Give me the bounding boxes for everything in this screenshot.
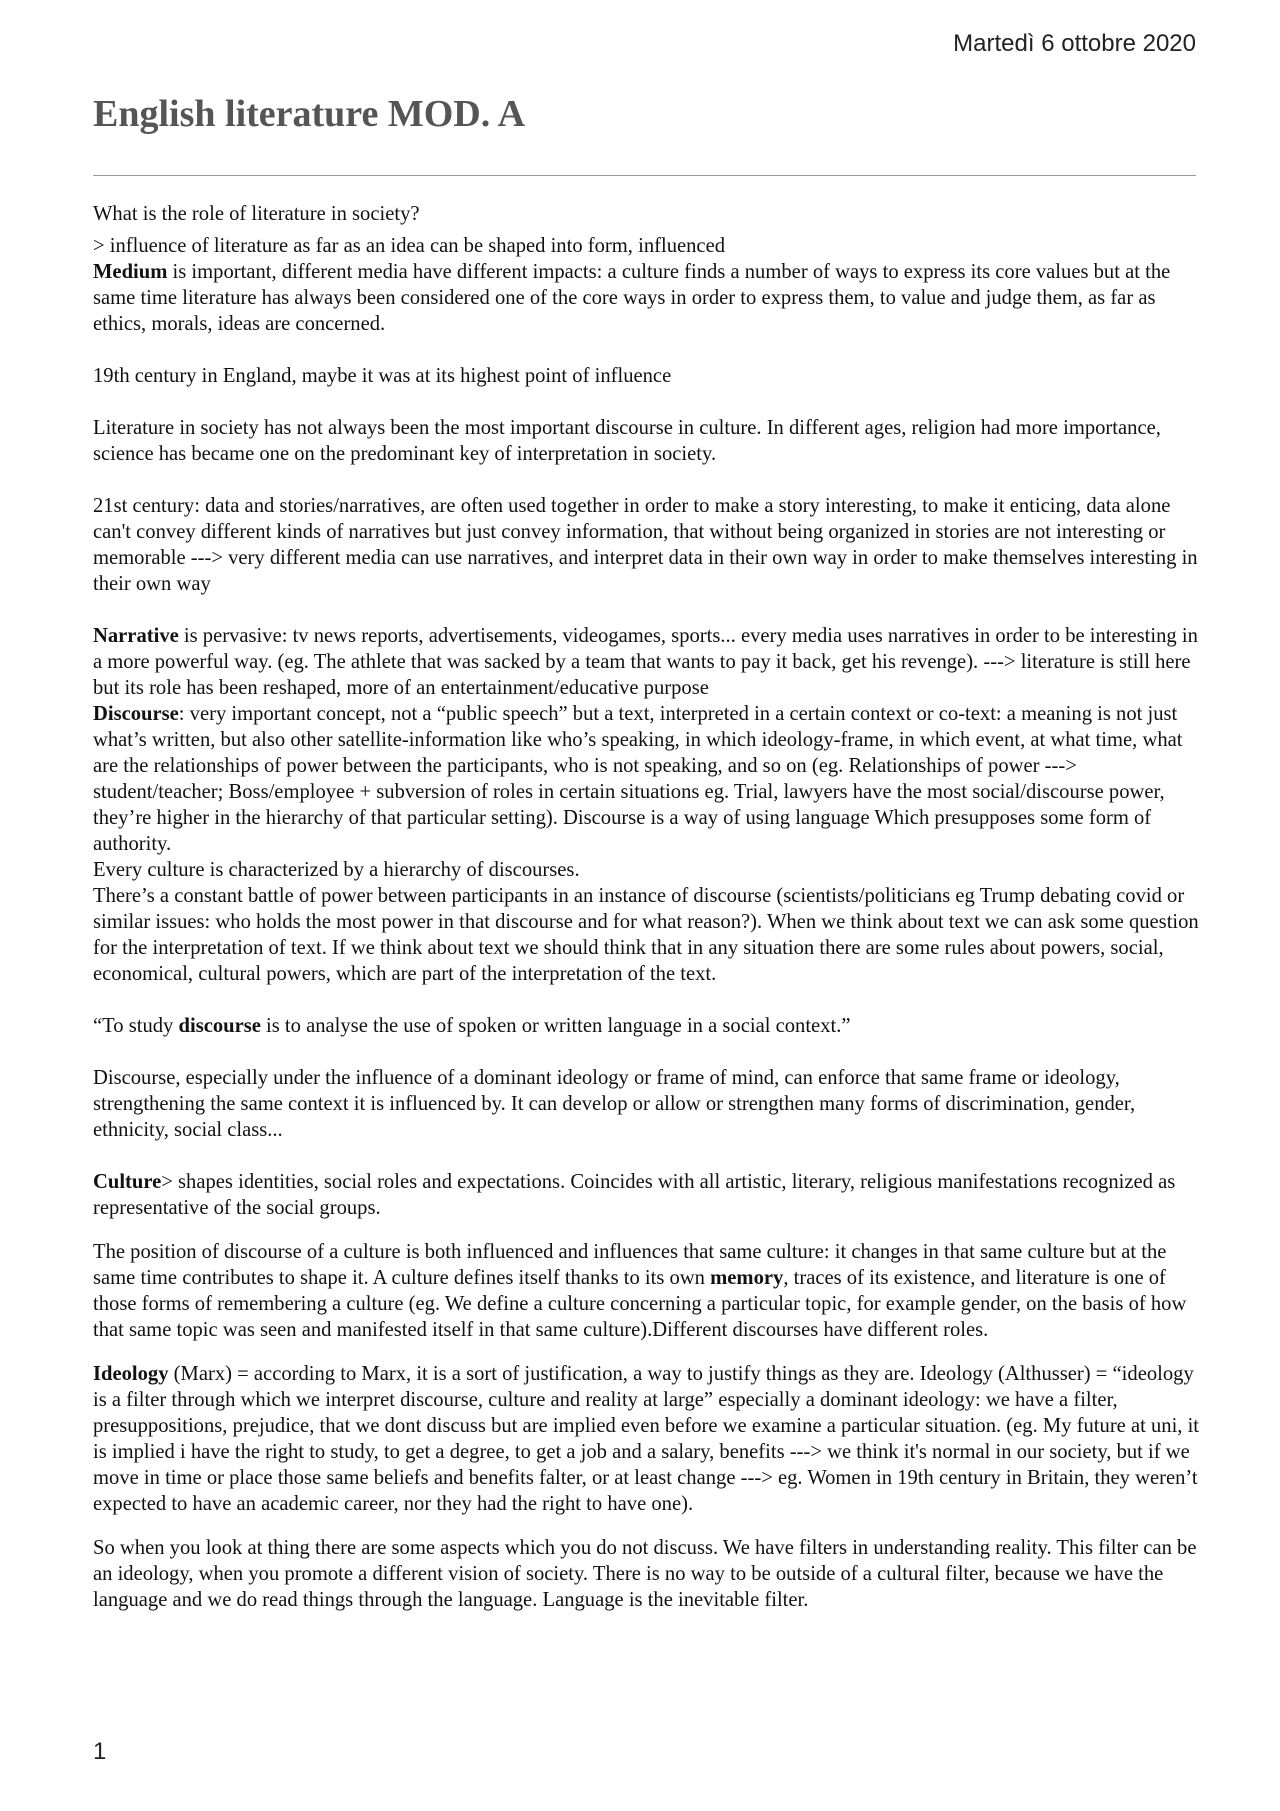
paragraph-19th-century [93, 363, 1203, 389]
paragraph-text: Discourse, especially under the influence of a dominant ideology or frame of mind, can enforce that same frame or ideology, strengthening the same context it is influenced by. It can develop or allow or strengthen many forms of discrimination, gender, ethnicity, social class... [93, 1067, 1136, 1141]
paragraph-text: , traces of its existence, and literature is one of those forms of remembering a culture (eg. We define a culture concerning a particular topic, for example gender, on the basis of how that same topic was seen and manifested itself in that same culture).Different discourses have different roles. [93, 1267, 1187, 1341]
document-title: English literature MOD. A [93, 93, 526, 135]
header-date: Martedì 6 ottobre 2020 [953, 30, 1196, 57]
term-culture: Culture [93, 1171, 162, 1193]
paragraph-dominant-ideology [93, 1065, 1203, 1143]
paragraph-text: is to analyse the use of spoken or written language in a social context.” [260, 1015, 851, 1037]
term-narrative: Narrative [93, 625, 179, 647]
paragraph-filters [93, 1535, 1203, 1613]
paragraph-hierarchy [93, 857, 1203, 883]
term-ideology: Ideology [93, 1363, 169, 1385]
paragraph-narrative [93, 623, 1203, 701]
paragraph-text: : very important concept, not a “public speech” but a text, interpreted in a certain context or co-text: a meaning is not just what’s written, but also other satellite-information like who’s speaking, in which ideology-frame, in which event, at what time, what are the relationships of power between the participants, who is not speaking, and so on (eg. Relationships of power ---> student/teacher; Boss/employee + subversion of roles in certain situations eg. Trial, lawyers have the most social/discourse power, they’re higher in the hierarchy of that particular setting). Discourse is a way of using language Which presupposes some form of authority. [93, 703, 1183, 855]
paragraph-text: is important, different media have different impacts: a culture finds a number of ways to express its core values but at the same time literature has always been considered one of the core ways in order to express them, to value and judge them, as far as ethics, morals, ideas are concerned. [93, 261, 1171, 335]
paragraph-text: 19th century in England, maybe it was at its highest point of influence [93, 365, 672, 387]
paragraph-text: So when you look at thing there are some aspects which you do not discuss. We have filters in understanding reality. This filter can be an ideology, when you promote a different vision of society. There is no way to be outside of a cultural filter, because we have the language and we do read things through the language. Language is the inevitable filter. [93, 1537, 1197, 1611]
document-body [93, 183, 1203, 1613]
paragraph-text: Literature in society has not always been the most important discourse in culture. In different ages, religion had more importance, science has became one on the predominant key of interpretation in society. [93, 417, 1161, 465]
paragraph-text: 21st century: data and stories/narratives, are often used together in order to make a story interesting, to make it enticing, data alone can't convey different kinds of narratives but just convey information, that without being organized in stories are not interesting or memorable ---> very different media can use narratives, and interpret data in their own way in order to make themselves interesting in their own way [93, 495, 1198, 595]
paragraph-culture [93, 1169, 1203, 1221]
paragraph-text: > influence of literature as far as an idea can be shaped into form, influenced [93, 235, 726, 257]
term-memory: memory [710, 1267, 784, 1289]
paragraph-discourse-quote [93, 1013, 1203, 1039]
paragraph-21st-century [93, 493, 1203, 597]
term-discourse: Discourse [93, 703, 179, 725]
paragraph-battle-of-power [93, 883, 1203, 987]
paragraph-text: “To study [93, 1015, 179, 1037]
paragraph-discourse [93, 701, 1203, 857]
paragraph-ideology [93, 1361, 1203, 1517]
paragraph-literature-society [93, 415, 1203, 467]
term-medium: Medium [93, 261, 168, 283]
paragraph-medium [93, 259, 1203, 337]
page-number: 1 [93, 1738, 107, 1765]
term-discourse-quote: discourse [178, 1015, 261, 1037]
paragraph-text: (Marx) = according to Marx, it is a sort of justification, a way to justify things as they are. Ideology (Althusser) = “ideology is a filter through which we interpret discourse, culture and reality at large” especially a dominant ideology: we have a filter, presuppositions, prejudice, that we dont discuss but are implied even before we examine a particular situation. (eg. My future at uni, it is implied i have the right to study, to get a degree, to get a job and a salary, benefits ---> we think it's normal in our society, but if we move in time or place those same beliefs and benefits falter, or at least change ---> eg. Women in 19th century in Britain, they weren’t expected to have an academic career, nor they had the right to have one). [93, 1363, 1200, 1515]
paragraph-text: > shapes identities, social roles and expectations. Coincides with all artistic, literary, religious manifestations recognized as representative of the social groups. [93, 1171, 1176, 1219]
title-divider [93, 175, 1196, 176]
paragraph-text: What is the role of literature in society? [93, 203, 420, 225]
paragraph-text: The position of discourse of a culture is both influenced and influences that same culture: it changes in that same culture but at the same time contributes to shape it. A culture defines itself thanks to its own [93, 1241, 1167, 1289]
paragraph-memory [93, 1239, 1203, 1343]
paragraph-text: There’s a constant battle of power between participants in an instance of discourse (scientists/politicians eg Trump debating covid or similar issues: who holds the most power in that discourse and for what reason?). When we think about text we can ask some question for the interpretation of text. If we think about text we should think that in any situation there are some rules about powers, social, economical, cultural powers, which are part of the interpretation of the text. [93, 885, 1199, 985]
paragraph-influence [93, 233, 1203, 259]
paragraph-question [93, 201, 1203, 227]
paragraph-text: Every culture is characterized by a hierarchy of discourses. [93, 859, 580, 881]
paragraph-text: is pervasive: tv news reports, advertisements, videogames, sports... every media uses narratives in order to be interesting in a more powerful way. (eg. The athlete that was sacked by a team that wants to pay it back, get his revenge). ---> literature is still here but its role has been reshaped, more of an entertainment/educative purpose [93, 625, 1198, 699]
